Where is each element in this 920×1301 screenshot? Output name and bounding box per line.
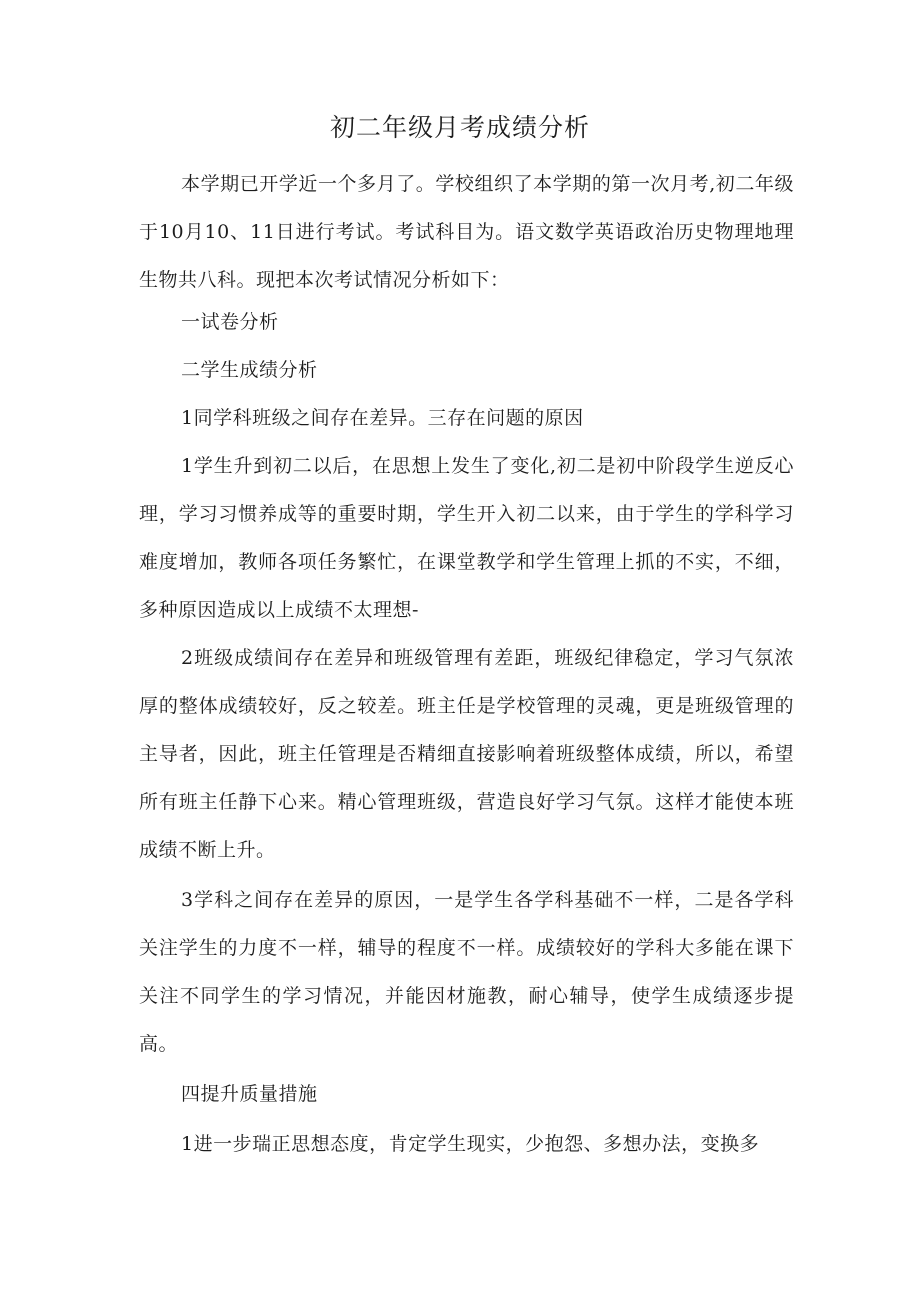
cause-paragraph-1: 1学生升到初二以后，在思想上发生了变化,初二是初中阶段学生逆反心理，学习习惯养成等的重要时期，学生开入初二以来，由于学生的学科学习难度增加，教师各项任务繁忙，在课堂教学和学生管理上抓的不实，不细，多种原因造成以上成绩不太理想-: [139, 455, 794, 621]
section-heading-paper-analysis: 一试卷分析: [181, 311, 279, 333]
cause-paragraph-3: 3学科之间存在差异的原因，一是学生各学科基础不一样，二是各学科关注学生的力度不一样，辅导的程度不一样。成绩较好的学科大多能在课下关注不同学生的学习情况，并能因材施教，耐心辅导，使学生成绩逐步提高。: [139, 889, 794, 1055]
section-heading-measures: 四提升质量措施: [181, 1083, 318, 1105]
document-title: 初二年级月考成绩分析: [329, 113, 590, 142]
cause-paragraph-2: 2班级成绩间存在差异和班级管理有差距，班级纪律稳定，学习气氛浓厚的整体成绩较好，反之较差。班主任是学校管理的灵魂，更是班级管理的主导者，因此，班主任管理是否精细直接影响着班级整体成绩，所以，希望所有班主任静下心来。精心管理班级，营造良好学习气氛。这样才能使本班成绩不断上升。: [139, 647, 794, 861]
section-heading-score-analysis: 二学生成绩分析: [181, 359, 318, 381]
subheading-class-differences: 1同学科班级之间存在差异。三存在问题的原因: [181, 407, 584, 429]
intro-paragraph: 本学期已开学近一个多月了。学校组织了本学期的第一次月考,初二年级于10月10、11日进行考试。考试科目为。语文数学英语政治历史物理地理生物共八科。现把本次考试情况分析如下：: [139, 173, 794, 291]
measure-paragraph-1: 1进一步瑞正思想态度，肯定学生现实，少抱怨、多想办法，变换多: [181, 1133, 760, 1155]
